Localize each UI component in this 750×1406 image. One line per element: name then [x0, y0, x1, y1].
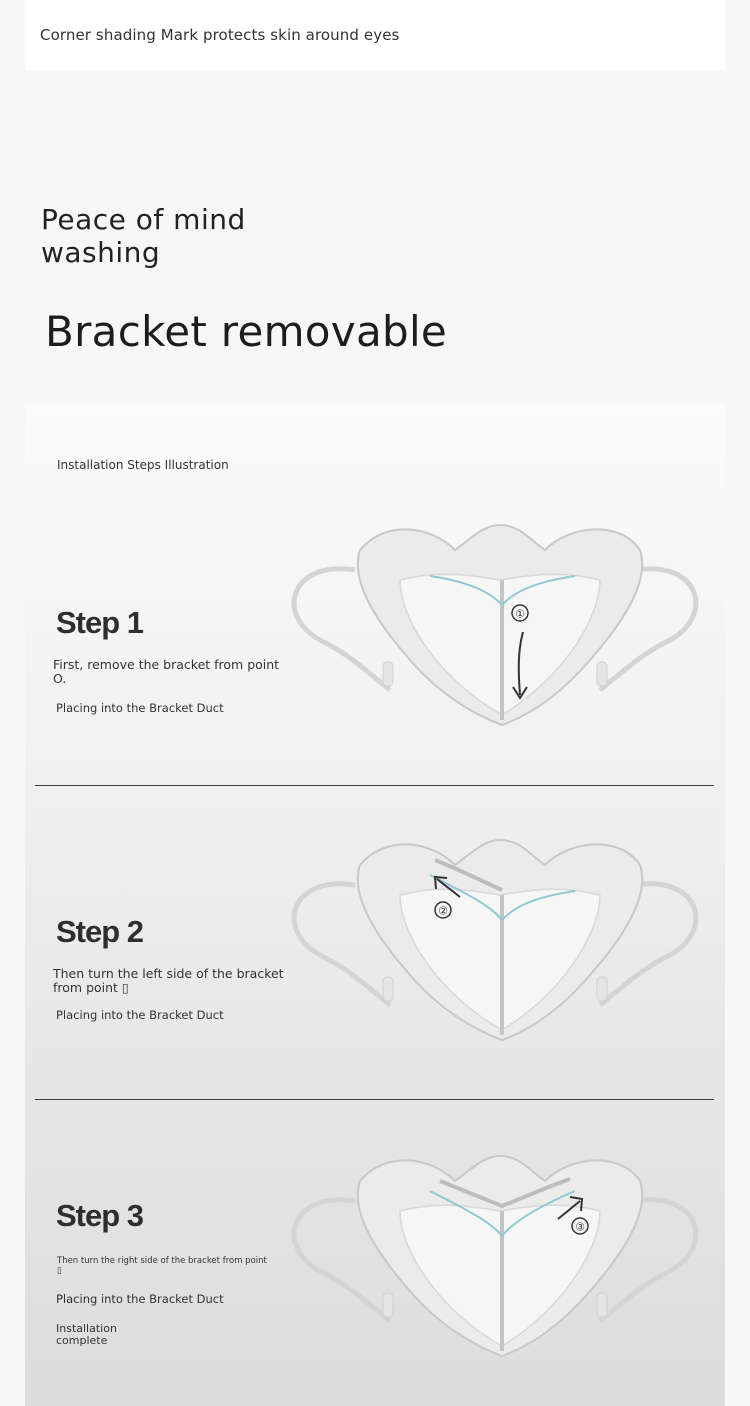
step-2-description: Then turn the left side of the bracket from point ▯	[53, 966, 284, 995]
feature-caption: Corner shading Mark protects skin around eyes	[40, 26, 400, 44]
step-1-title: Step 1	[56, 605, 144, 640]
step-1-marker: ①	[515, 607, 525, 621]
step-3-description: Then turn the right side of the bracket from point ▯	[57, 1256, 267, 1276]
step-2-title: Step 2	[56, 914, 144, 949]
mask-illustration-step-1	[280, 520, 710, 730]
peace-of-mind-heading: Peace of mind washing	[41, 203, 246, 269]
step-divider-2	[35, 1099, 714, 1100]
step-1-description: First, remove the bracket from point O.	[53, 657, 280, 686]
mask-illustration-step-2	[280, 835, 710, 1045]
bracket-removable-heading: Bracket removable	[45, 307, 448, 356]
installation-steps-title: Installation Steps Illustration	[57, 458, 229, 472]
feature-caption-card	[25, 0, 725, 70]
step-2-note: Placing into the Bracket Duct	[56, 1008, 224, 1022]
step-3-marker: ③	[575, 1220, 585, 1234]
installation-steps-panel	[25, 405, 725, 1406]
step-3-title: Step 3	[56, 1198, 144, 1233]
step-divider-1	[35, 785, 714, 786]
step-1-note: Placing into the Bracket Duct	[56, 701, 224, 715]
step-2-marker: ②	[438, 904, 448, 918]
installation-complete-label: Installation complete	[56, 1322, 117, 1347]
mask-illustration-step-3	[280, 1151, 710, 1361]
step-3-note: Placing into the Bracket Duct	[56, 1292, 224, 1306]
